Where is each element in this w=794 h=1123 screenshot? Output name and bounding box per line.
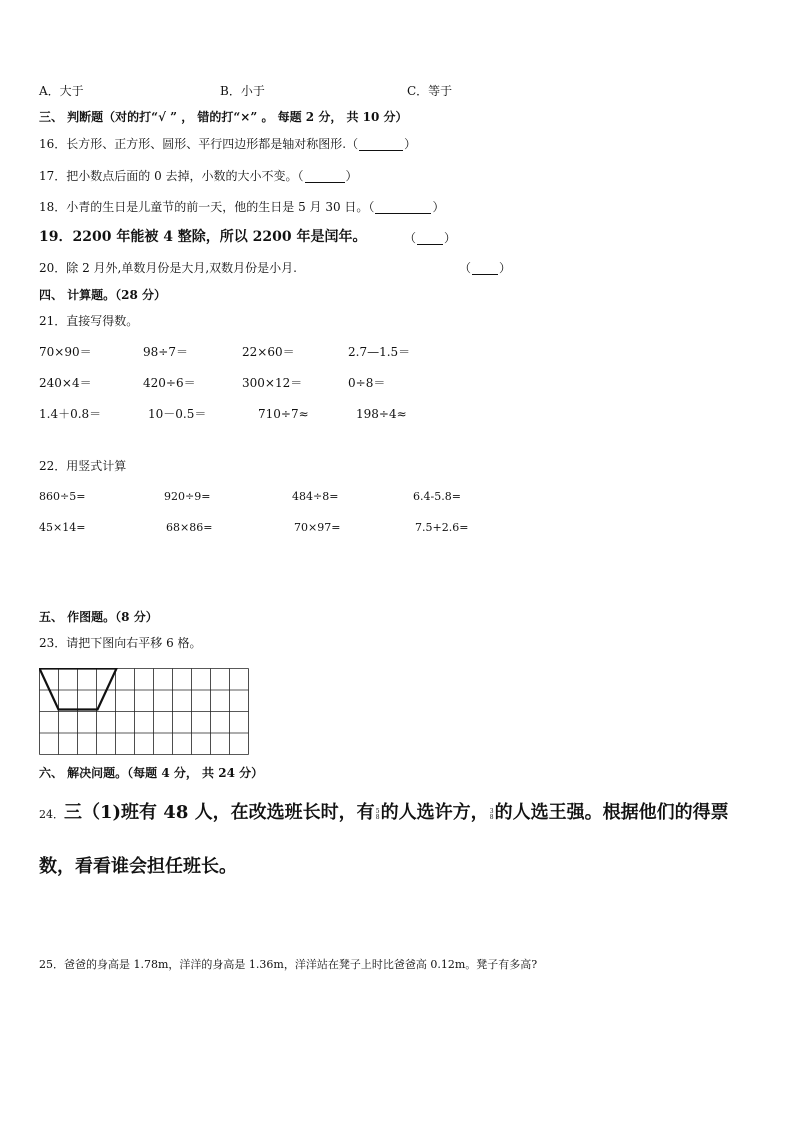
vertical-calc-item: 68×86= [166,521,213,534]
question-23-text: 23．请把下图向右平移 6 格。 [39,636,202,650]
trapezoid-shape [40,669,117,710]
mental-math-item: 0÷8＝ [348,376,386,390]
vertical-calc-item: 70×97= [294,521,341,534]
question-22-title: 22．用竖式计算 [39,459,127,473]
question-18-text: 18．小青的生日是儿童节的前一天，他的生日是 5 月 30 日。（ [39,200,375,214]
question-20-answer [459,261,511,275]
translation-grid [39,668,249,756]
vertical-calc-item: 484÷8= [292,490,339,503]
paren-open: （ [459,261,472,275]
vertical-calc-item: 6.4-5.8= [413,490,461,503]
mental-math-item: 300×12＝ [242,376,303,390]
section-6-title: 六、 解决问题。（每题 4 分， 共 24 分） [39,766,264,780]
mental-math-item: 198÷4≈ [356,407,407,421]
question-17-text: 17．把小数点后面的 0 去掉，小数的大小不变。（ [39,169,304,183]
question-19-text: 19．2200 年能被 4 整除，所以 2200 年是闰年。 [39,229,367,245]
section-3-title: 三、 判断题（对的打“√ ” ， 错的打“×” 。 每题 2 分， 共 10 分） [39,110,408,124]
paren-close: ） [499,261,512,275]
question-19-answer [404,231,456,245]
vertical-calc-item: 920÷9= [164,490,211,503]
question-24-number: 24． [39,808,64,821]
vertical-calc-item: 860÷5= [39,490,86,503]
question-17 [39,169,358,183]
mental-math-item: 710÷7≈ [258,407,309,421]
question-24-line-1 [39,802,729,824]
question-24-text-part1: 三（1)班有 48 人，在改选班长时，有 [64,802,375,823]
mental-math-item: 10－0.5＝ [148,407,207,421]
question-20-text: 20．除 2 月外,单数月份是大月,双数月份是小月. [39,261,297,275]
answer-blank[interactable] [305,171,345,183]
question-20 [39,261,297,275]
paren-close: ） [404,137,417,151]
mental-math-item: 98÷7＝ [143,345,188,359]
question-19 [39,229,367,245]
paren-close: ） [432,200,445,214]
mental-math-item: 2.7—1.5＝ [348,345,411,359]
choice-a: A．大于 [39,84,84,98]
paren-close: ） [444,231,457,245]
answer-blank[interactable] [472,263,498,275]
mental-math-item: 240×4＝ [39,376,92,390]
grid-lines [40,669,249,755]
answer-blank[interactable] [359,139,403,151]
fraction-denominator: 8 [375,813,380,821]
question-16 [39,137,416,151]
mental-math-item: 22×60＝ [242,345,295,359]
question-25-text: 25．爸爸的身高是 1.78m，洋洋的身高是 1.36m，洋洋站在凳子上时比爸爸高 0.12m。凳子有多高? [39,958,538,971]
section-5-title: 五、 作图题。（8 分） [39,610,158,624]
paren-close: ） [345,169,358,183]
fraction-numerator: 5 [375,807,380,815]
vertical-calc-item: 45×14= [39,521,86,534]
choice-c: C．等于 [407,84,453,98]
vertical-calc-item: 7.5+2.6= [415,521,469,534]
mental-math-item: 420÷6＝ [143,376,196,390]
question-24-text-part2: 的人选许方， [380,802,489,823]
question-21-title: 21．直接写得数。 [39,314,139,328]
answer-blank[interactable] [417,233,443,245]
mental-math-item: 70×90＝ [39,345,92,359]
fraction-numerator: 3 [489,807,494,815]
fraction-denominator: 8 [489,813,494,821]
paren-open: （ [404,231,417,245]
question-24-line-2: 数，看看谁会担任班长。 [39,856,237,877]
question-16-text: 16．长方形、正方形、圆形、平行四边形都是轴对称图形.（ [39,137,359,151]
answer-blank[interactable] [375,202,431,214]
choice-b: B．小于 [220,84,265,98]
question-24-text-part3: 的人选王强。根据他们的得票 [494,802,729,823]
mental-math-item: 1.4＋0.8＝ [39,407,102,421]
question-18 [39,200,444,214]
section-4-title: 四、 计算题。（28 分） [39,288,167,302]
